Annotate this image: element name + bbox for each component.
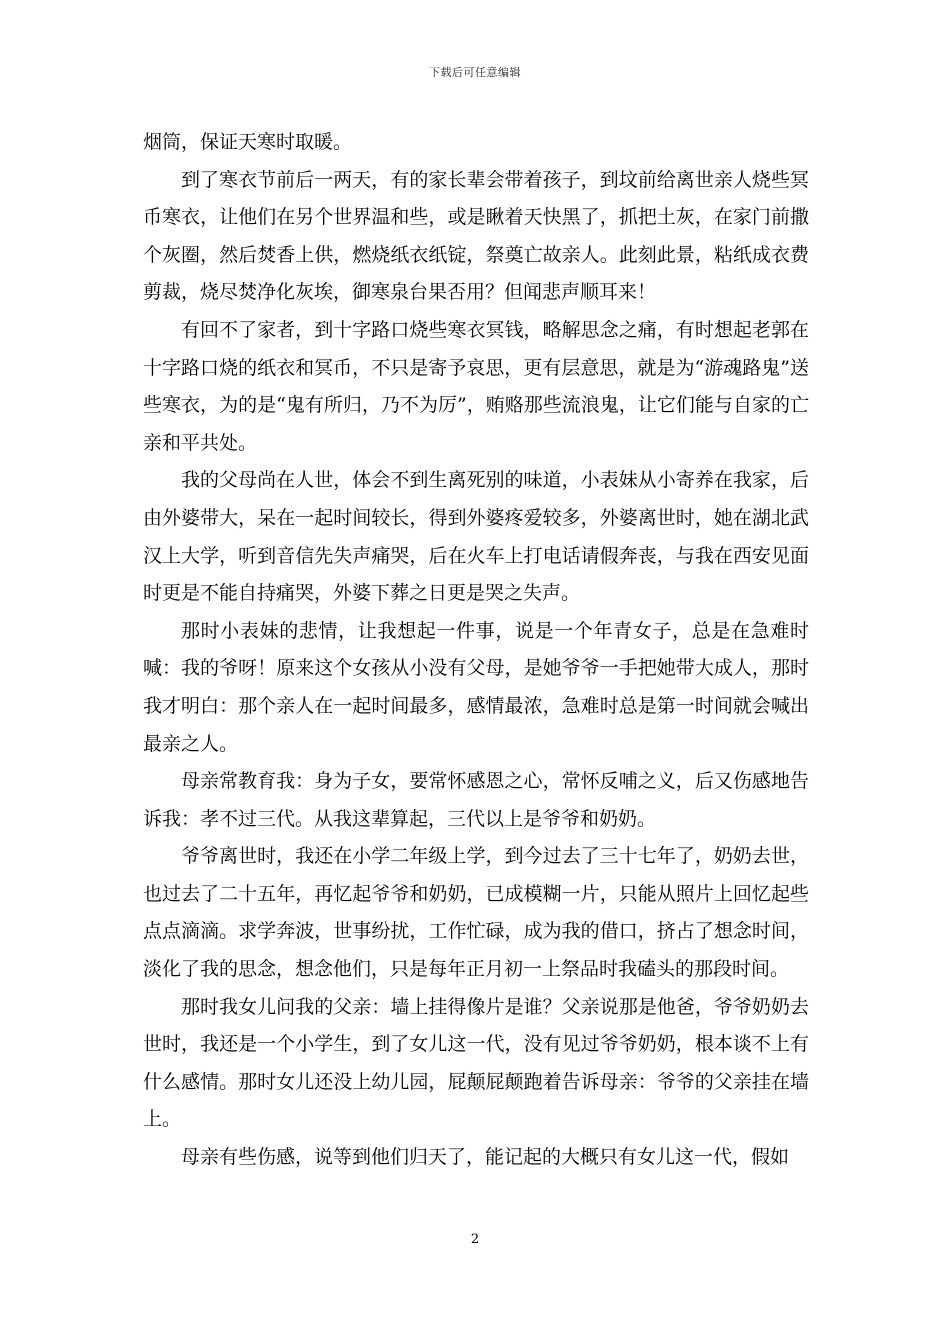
document-body	[143, 124, 809, 1177]
paragraph-4: 我的父母尚在人世，体会不到生离死别的味道，小表妹从小寄养在我家，后由外婆带大，呆在一起时间较长，得到外婆疼爱较多，外婆离世时，她在湖北武汉上大学，听到音信先失声痛哭，后在火车上打电话请假奔丧，与我在西安见面时更是不能自持痛哭，外婆下葬之日更是哭之失声。	[143, 469, 809, 605]
paragraph-7: 爷爷离世时，我还在小学二年级上学，到今过去了三十七年了，奶奶去世，也过去了二十五年，再忆起爷爷和奶奶，已成模糊一片，只能从照片上回忆起些点点滴滴。求学奔波，世事纷扰，工作忙碌，成为我的借口，挤占了想念时间，淡化了我的思念，想念他们，只是每年正月初一上祭品时我磕头的那段时间。	[143, 845, 809, 981]
paragraph-1: 烟筒，保证天寒时取暖。	[143, 131, 353, 153]
paragraph-5: 那时小表妹的悲情，让我想起一件事，说是一个年青女子，总是在急难时喊：我的爷呀！原来这个女孩从小没有父母，是她爷爷一手把她带大成人，那时我才明白：那个亲人在一起时间最多，感情最浓，急难时总是第一时间就会喊出最亲之人。	[143, 619, 809, 755]
paragraph-2: 到了寒衣节前后一两天，有的家长辈会带着孩子，到坟前给离世亲人烧些冥币寒衣，让他们在另个世界温和些，或是瞅着天快黑了，抓把土灰，在家门前撒个灰圈，然后焚香上供，燃烧纸衣纸锭，祭奠亡故亲人。此刻此景，粘纸成衣费剪裁，烧尽焚净化灰埃，御寒泉台果否用？但闻悲声顺耳来！	[143, 168, 809, 304]
paragraph-9: 母亲有些伤感，说等到他们归天了，能记起的大概只有女儿这一代，假如	[181, 1146, 790, 1169]
page-header: 下载后可任意编辑	[429, 66, 521, 79]
paragraph-3: 有回不了家者，到十字路口烧些寒衣冥钱，略解思念之痛，有时想起老郭在十字路口烧的纸衣和冥币，不只是寄予哀思，更有层意思，就是为“游魂路鬼”送些寒衣，为的是“鬼有所归，乃不为厉”，贿赂那些流浪鬼，让它们能与自家的亡亲和平共处。	[143, 318, 809, 454]
paragraph-8: 那时我女儿问我的父亲：墙上挂得像片是谁？父亲说那是他爸，爷爷奶奶去世时，我还是一个小学生，到了女儿这一代，没有见过爷爷奶奶，根本谈不上有什么感情。那时女儿还没上幼儿园，屁颠屁颠跑着告诉母亲：爷爷的父亲挂在墙上。	[143, 995, 809, 1131]
paragraph-6: 母亲常教育我：身为子女，要常怀感恩之心，常怀反哺之义，后又伤感地告诉我：孝不过三代。从我这辈算起，三代以上是爷爷和奶奶。	[143, 770, 809, 830]
page-number: 2	[470, 1232, 480, 1247]
